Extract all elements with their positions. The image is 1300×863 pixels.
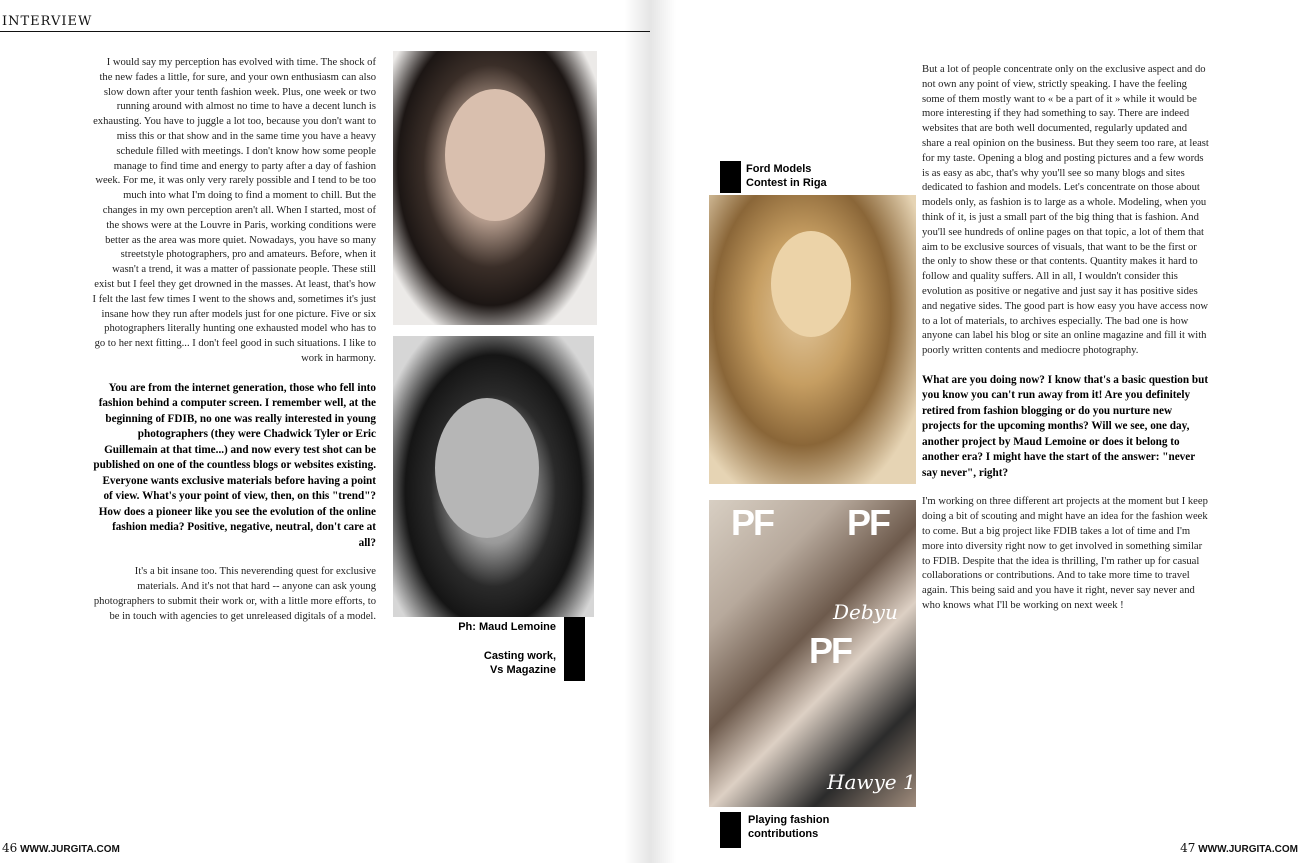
photo-caption: Playing fashion contributions xyxy=(748,814,830,840)
face-shape xyxy=(771,231,851,337)
face-shape xyxy=(445,89,545,221)
body-paragraph: But a lot of people concentrate only on the exclusive aspect and do not own any point of view, strictly speaking. I have the feeling some of them mostly want to « be a part of it » while it would be more interesting if they had something to say. There are indeed websites that are both well documented, regularly updated and share a real opinion on the business. But they seem too rare, at least for my taste. Opening a blog and posting pictures and a few words is as easy as abc, that's why you'll see so many blogs and sites dedicated to fashion and models. Let's concentrate on those about models only, as fashion is to large as a whole. Modeling, when you think of it, is just a small part of the big thing that is fashion. And you'll see hundreds of online pages on that topic, a lot of them that aim to be exclusive sources of visuals, that want to be the first or the only to show these or that contents. Quantity makes it hard to follow and quality suffers. All in all, I wouldn't consider this evolution as positive or negative and just say it has positive sides and negative sides. The good part is how easy you have access now to a lot of materials, to archives especially. The bad one is how anyone can label his blog or site an online magazine and fill it with poorly written contents and mediocre photography. xyxy=(922,64,1209,357)
interview-question: What are you doing now? I know that's a basic question but you know you can't run away from it! Are you definitely retired from fashion blogging or do you nurture new projects for the upcoming months? Will we see, one day, another project by Maud Lemoine or does it belong to another era? I might have the start of the answer: "never say never", right? xyxy=(922,373,1209,479)
model-photo-sepia xyxy=(709,195,916,484)
interview-question: You are from the internet generation, those who fell into fashion behind a computer screen. I remember well, at the beginning of FDIB, no one was really interested in young photographers (they were Chadwick Tyler or Eric Guillemain at that time...) and now every test shot can be published on one of the countless blogs or websites existing. Everyone wants exclusive materials before having a point of view. What's your point of view, then, on this "trend"? How does a pioneer like you see the evolution of the online fashion media? Positive, negative, neutral, don't care at all? xyxy=(93,381,376,549)
page-folio-right: 47 WWW.JURGITA.COM xyxy=(1180,841,1298,855)
left-text-column xyxy=(92,56,376,624)
cover-script: Debyu xyxy=(833,600,898,624)
header-rule xyxy=(0,31,650,32)
section-title: INTERVIEW xyxy=(2,14,93,29)
cover-script: Hawye 1 xyxy=(827,770,916,794)
cover-logo: PF xyxy=(809,630,852,671)
interview-answer: It's a bit insane too. This neverending quest for exclusive materials. And it's not that hard -- anyone can ask young photographers to submit their work or, with a little more efforts, to be in touch with agencies to get unreleased digitals of a model. xyxy=(93,566,376,622)
page-folio-left: 46 WWW.JURGITA.COM xyxy=(2,841,120,855)
body-paragraph: I would say my perception has evolved with time. The shock of the new fades a little, for sure, and your own enthusiasm can also slow down after your tenth fashion week. Plus, one week or two running around with almost no time to have a decent lunch is exhausting. You have to juggle a lot too, because you don't want to miss this or that show and in the same time you have a heavy schedule filled with meetings. I don't know how some people manage to find time and energy to party after a day of fashion week. For me, it was only very rarely possible and I tend to be too much into what I'm doing to find a moment to chill. But the changes in my own perception aren't all. When I started, most of the shows were at the Louvre in Paris, working conditions were better as the area was more quiet. Nowadays, you have so many streetstyle photographers, pro and amateurs. Before, when it wasn't a trend, it was a matter of passionate people. These still exist but I feel they get drowned in the masses. At least, that's how I felt the last few times I went to the shows and, sometimes it's just insane how they run after models just for one picture. Five or six photographers literally hunting one exhausted model who has to go to her next fitting... I don't feel good in such situations. I like to work in harmony. xyxy=(92,57,376,364)
caption-bar xyxy=(720,812,741,848)
right-text-column xyxy=(922,63,1210,614)
cover-logo: PF xyxy=(847,502,890,543)
page-gutter-shadow xyxy=(650,0,676,863)
page-gutter-shadow xyxy=(624,0,650,863)
face-shape xyxy=(435,398,539,538)
photo-credit: Ph: Maud Lemoine xyxy=(458,621,556,633)
cover-logo: PF xyxy=(731,502,774,543)
portrait-photo-bw xyxy=(393,336,594,617)
photo-caption: Ford Models Contest in Riga xyxy=(746,163,827,189)
right-page xyxy=(650,0,1300,863)
interview-answer: I'm working on three different art projects at the moment but I keep doing a bit of scouting and might have an idea for the fashion week to come. But a big project like FDIB takes a lot of time and I'm more into diversity right now to get involved in something similar to FDIB. Despite that the idea is thrilling, I'm rather up for casual collaborations or contributions. And to take more time to travel again. This being said and you have it right, never say never and who knows what I'll be working on next week ! xyxy=(922,496,1208,612)
magazine-covers-photo xyxy=(709,500,916,807)
photo-caption: Casting work, Vs Magazine xyxy=(483,650,556,676)
portrait-photo-color xyxy=(393,51,597,325)
caption-bar xyxy=(720,161,741,193)
caption-bar xyxy=(564,617,585,681)
